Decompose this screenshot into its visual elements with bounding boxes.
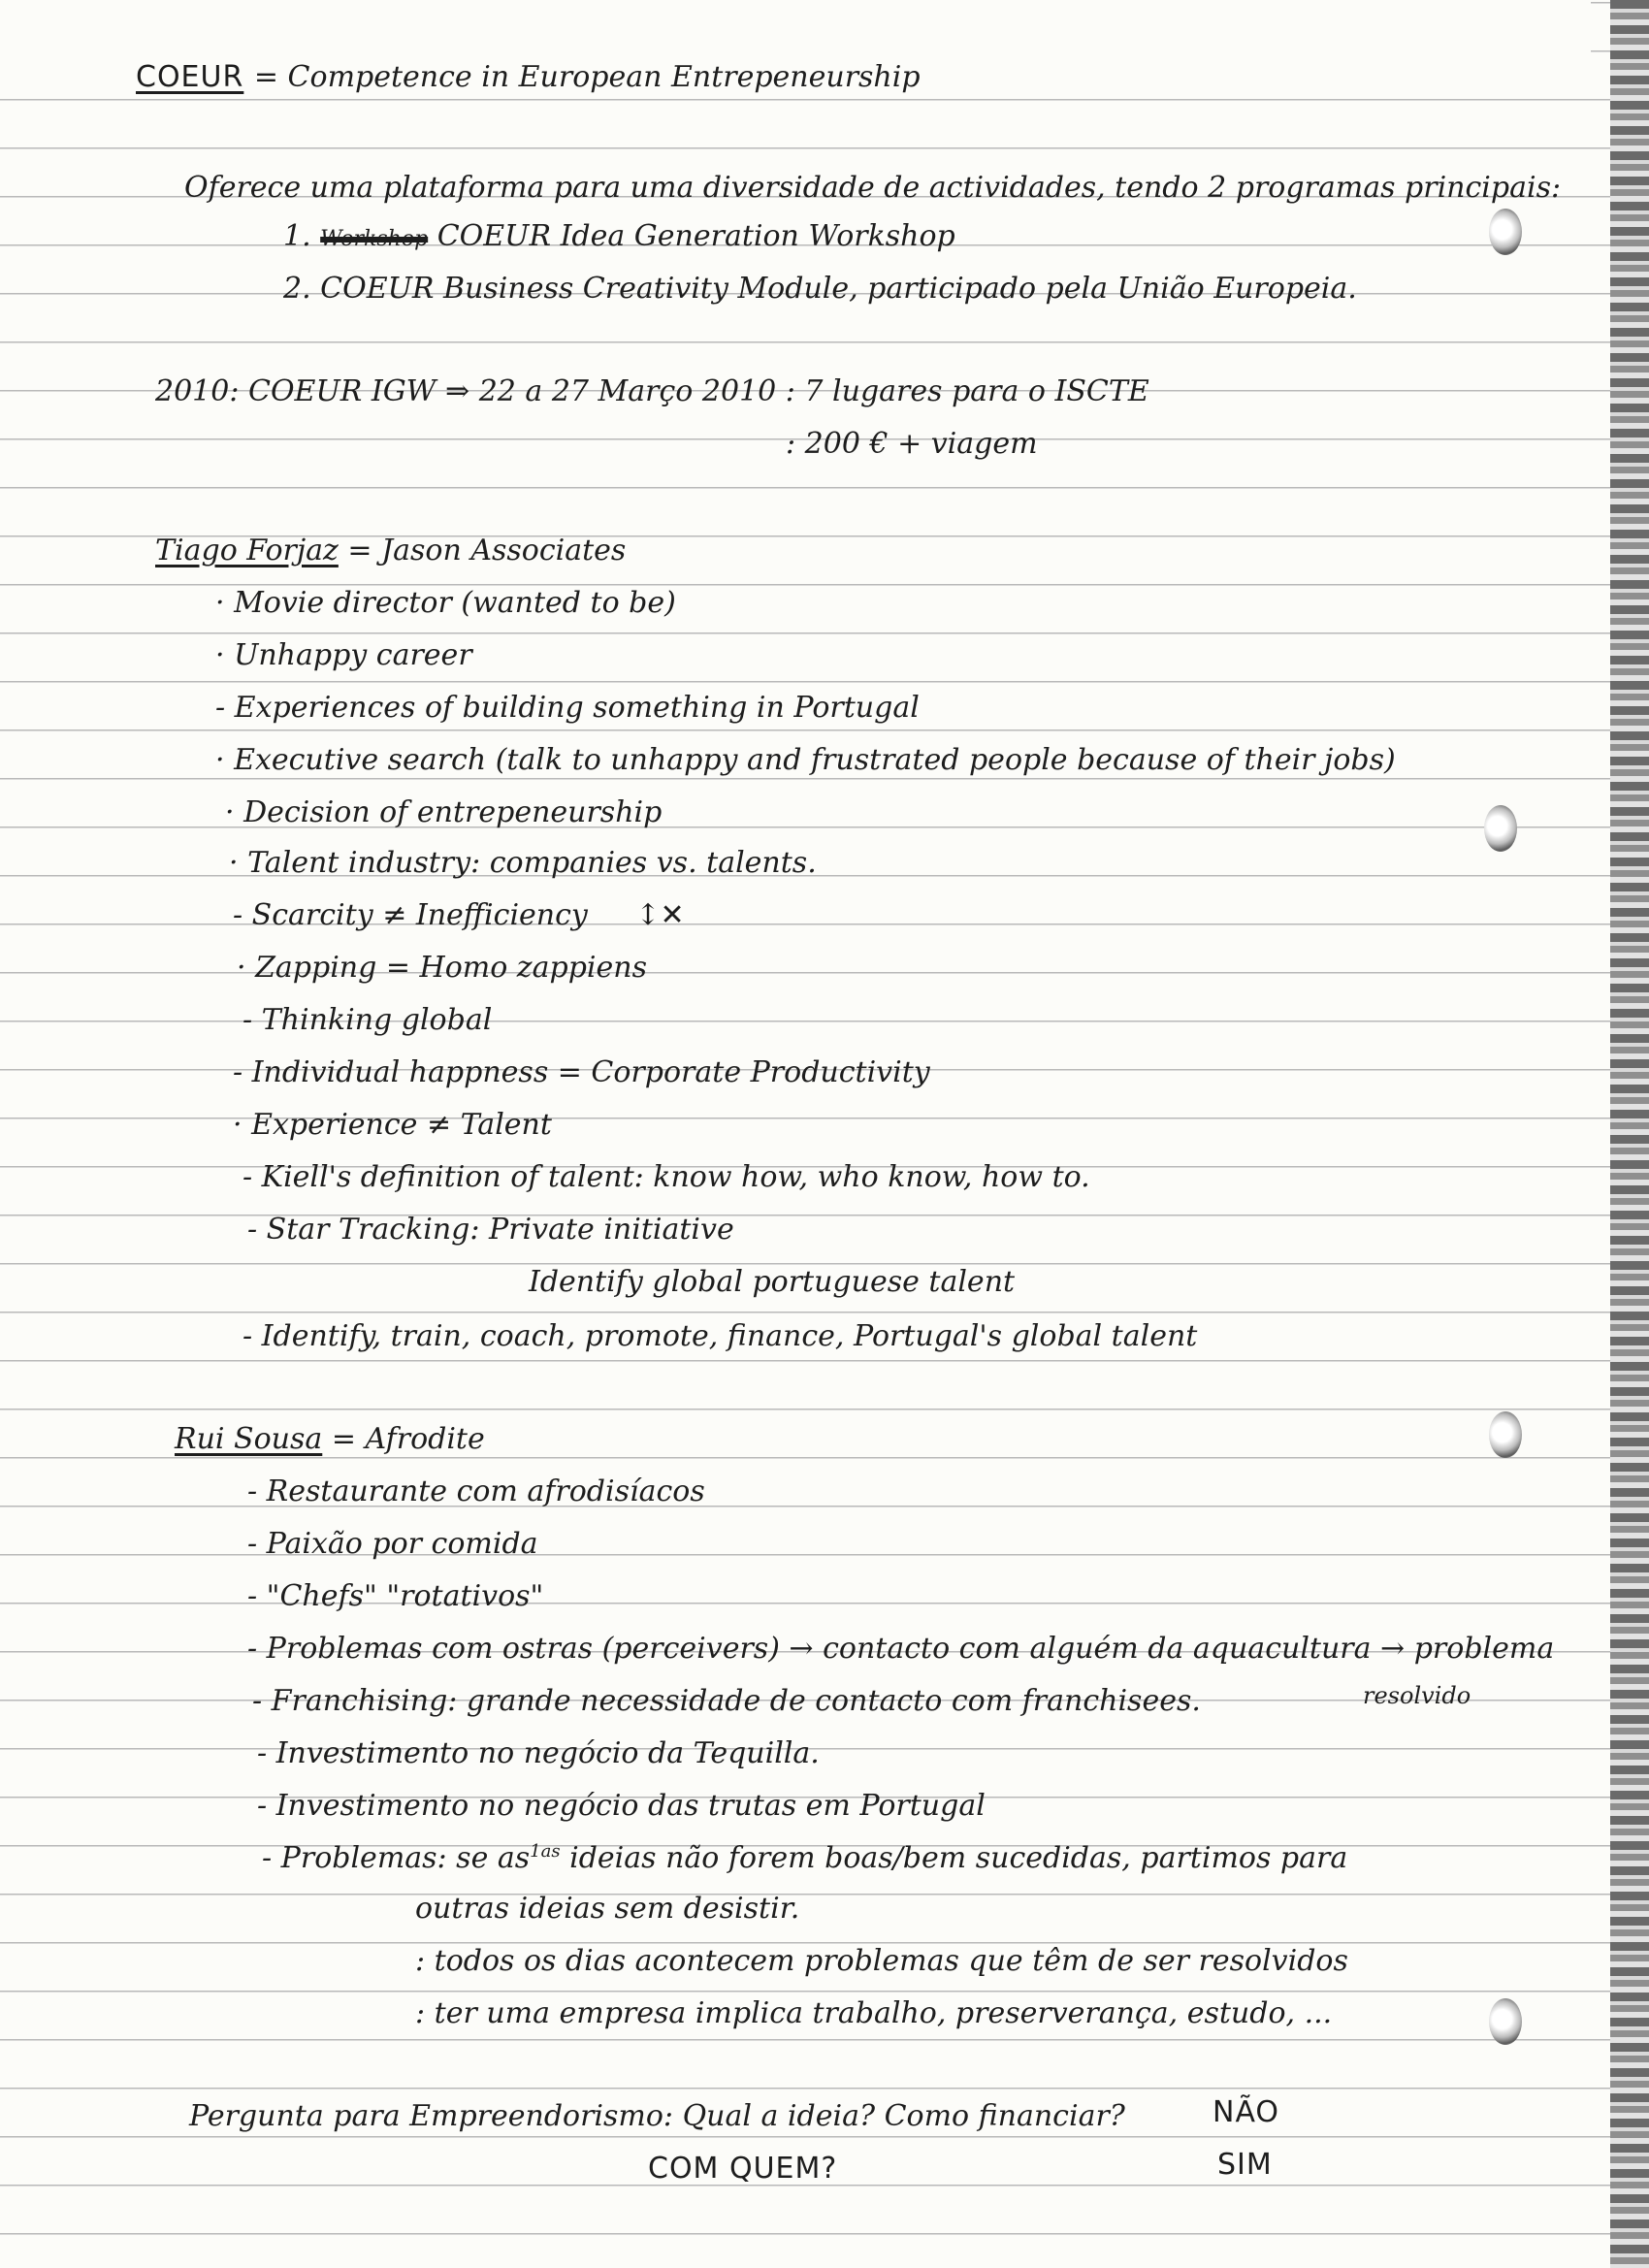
tiago-heading bbox=[155, 534, 626, 568]
scarcity-text: - Scarcity ≠ Inefficiency bbox=[233, 898, 588, 932]
rui-bullet: - Restaurante com afrodisíacos bbox=[247, 1474, 705, 1508]
tiago-bullet: - Experiences of building something in Portugal bbox=[215, 691, 920, 725]
intro-line: Oferece uma plataforma para uma diversidade de actividades, tendo 2 programas principais: bbox=[184, 171, 1562, 205]
binder-hole-4 bbox=[1489, 1998, 1522, 2045]
rui-bullet: - Investimento no negócio das trutas em Portugal bbox=[257, 1789, 986, 1823]
tiago-name: Tiago Forjaz bbox=[155, 534, 339, 567]
rui-name: Rui Sousa bbox=[175, 1422, 323, 1456]
rui-bullet: - Investimento no negócio da Tequilla. bbox=[257, 1736, 820, 1770]
header-definition: = Competence in European Entrepeneurship bbox=[253, 60, 921, 94]
tradeoff-arrows-mark: ↕✕ bbox=[635, 898, 685, 932]
tiago-bullet: · Executive search (talk to unhappy and frustrated people because of their jobs) bbox=[215, 743, 1396, 777]
header bbox=[136, 60, 921, 95]
intro-item-1-text: COEUR Idea Generation Workshop bbox=[436, 219, 955, 253]
tiago-bullet: · Zapping = Homo zappiens bbox=[237, 951, 647, 985]
intro-item-2-text: COEUR Business Creativity Module, participado pela União Europeia. bbox=[320, 272, 1357, 306]
rui-bullet: - Problemas com ostras (perceivers) → contacto com alguém da aquacultura → problema bbox=[247, 1632, 1555, 1666]
rui-bullet bbox=[262, 1841, 1347, 1876]
footer-com-quem: COM QUEM? bbox=[648, 2152, 838, 2186]
tiago-bullet: - Star Tracking: Private initiative bbox=[247, 1213, 734, 1247]
tiago-bullet: · Decision of entrepeneurship bbox=[225, 795, 663, 829]
binder-hole-3 bbox=[1489, 1411, 1522, 1458]
tiago-bullet: · Experience ≠ Talent bbox=[233, 1108, 552, 1142]
binder-hole-2 bbox=[1484, 805, 1517, 852]
rui-bullet-continuation: resolvido bbox=[1363, 1682, 1471, 1709]
rui-bullet-continuation: : ter uma empresa implica trabalho, preserverança, estudo, ... bbox=[415, 1996, 1333, 2030]
tiago-bullet: · Unhappy career bbox=[215, 638, 472, 672]
problems-lead: - Problemas: se as bbox=[262, 1841, 531, 1875]
footer-question: Pergunta para Empreendorismo: Qual a ideia? Como financiar? bbox=[189, 2099, 1125, 2133]
tiago-bullet: - Identify, train, coach, promote, finance, Portugal's global talent bbox=[242, 1319, 1198, 1353]
crossed-out-word: Workshop bbox=[320, 227, 429, 251]
spiral-binding bbox=[1610, 0, 1649, 2268]
intro-item-2 bbox=[283, 272, 1357, 307]
rui-bullet: - Paixão por comida bbox=[247, 1527, 538, 1561]
rui-bullet-continuation: outras ideias sem desistir. bbox=[415, 1892, 800, 1926]
intro-item-1 bbox=[283, 219, 955, 257]
footer-nao: NÃO bbox=[1212, 2095, 1280, 2129]
rui-heading bbox=[175, 1422, 485, 1457]
tiago-bullet-continuation: Identify global portuguese talent bbox=[529, 1265, 1016, 1299]
tiago-bullet: · Movie director (wanted to be) bbox=[215, 586, 676, 620]
tiago-company: = Jason Associates bbox=[347, 534, 627, 567]
footer-sim: SIM bbox=[1217, 2148, 1273, 2182]
tiago-bullet: · Talent industry: companies vs. talents. bbox=[229, 846, 817, 880]
binder-hole-1 bbox=[1489, 209, 1522, 255]
rui-bullet: - "Chefs" "rotativos" bbox=[247, 1579, 544, 1613]
tiago-bullet: - Kiell's definition of talent: know how, who know, how to. bbox=[242, 1160, 1090, 1194]
rui-bullet: - Franchising: grande necessidade de contacto com franchisees. bbox=[252, 1684, 1201, 1718]
first-superscript: 1as bbox=[530, 1841, 561, 1862]
tiago-bullet: - Individual happness = Corporate Productivity bbox=[233, 1055, 930, 1089]
intro-item-2-num: 2. bbox=[283, 272, 311, 306]
rui-company: = Afrodite bbox=[331, 1422, 485, 1456]
event-line-1: 2010: COEUR IGW ⇒ 22 a 27 Março 2010 : 7 lugares para o ISCTE bbox=[155, 374, 1149, 408]
intro-item-1-num: 1. bbox=[283, 219, 311, 253]
tiago-bullet bbox=[233, 898, 685, 933]
header-acronym: COEUR bbox=[136, 60, 244, 94]
rui-bullet-continuation: : todos os dias acontecem problemas que têm de ser resolvidos bbox=[415, 1944, 1348, 1978]
problems-rest: ideias não forem boas/bem sucedidas, partimos para bbox=[569, 1841, 1348, 1875]
event-line-2: : 200 € + viagem bbox=[786, 427, 1038, 461]
tiago-bullet: - Thinking global bbox=[242, 1003, 493, 1037]
